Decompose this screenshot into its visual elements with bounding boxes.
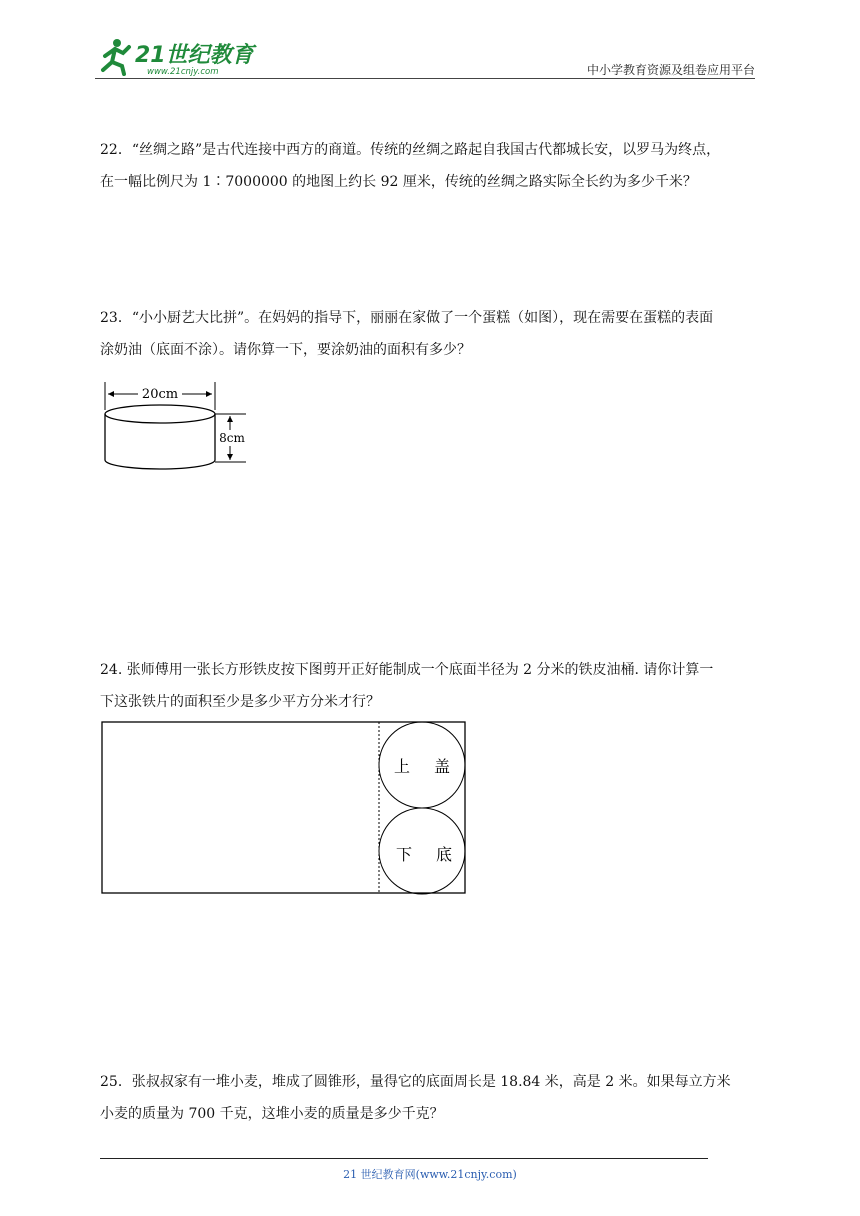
question-23-line-1: 23．“小小厨艺大比拼”。在妈妈的指导下，丽丽在家做了一个蛋糕（如图），现在需要在蛋糕的表面 [100,310,714,326]
diameter-label: 20cm [141,387,179,402]
iron-sheet-figure [100,720,470,898]
question-23-line-2: 涂奶油（底面不涂）。请你算一下，要涂奶油的面积有多少？ [100,342,471,358]
question-22-line-2: 在一幅比例尺为 1∶7000000 的地图上约长 92 厘米，传统的丝绸之路实际全长约为多少千米？ [100,174,697,190]
height-label: 8cm [219,431,245,445]
runner-icon [103,39,129,74]
question-24 [100,654,760,718]
footer-divider [100,1158,708,1159]
header-platform-text: 中小学教育资源及组卷应用平台 [586,63,755,77]
cake-cylinder-figure [100,378,260,478]
logo-text: 21世纪教育 [135,43,254,68]
base-label-right: 底 [435,845,453,864]
lid-label-left: 上 [393,757,411,776]
question-22-line-1: 22．“丝绸之路”是古代连接中西方的商道。传统的丝绸之路起自我国古代都城长安，以罗马为终点， [100,142,721,158]
logo-url: www.21cnjy.com [147,67,219,77]
question-22 [100,134,760,198]
lid-label-right: 盖 [433,757,451,776]
question-25-line-1: 25．张叔叔家有一堆小麦，堆成了圆锥形，量得它的底面周长是 18.84 米，高是 2 米。如果每立方米 [100,1074,731,1090]
question-23 [100,302,760,366]
logo [95,34,260,80]
footer-text: 21 世纪教育网(www.21cnjy.com) [343,1168,517,1181]
header-divider [95,78,755,79]
question-25 [100,1066,760,1130]
base-label-left: 下 [395,845,413,864]
question-24-line-2: 下这张铁片的面积至少是多少平方分米才行？ [100,694,380,710]
question-25-line-2: 小麦的质量为 700 千克，这堆小麦的质量是多少千克？ [100,1106,444,1122]
question-24-line-1: 24. 张师傅用一张长方形铁皮按下图剪开正好能制成一个底面半径为 2 分米的铁皮油桶. 请你计算一 [100,662,714,678]
